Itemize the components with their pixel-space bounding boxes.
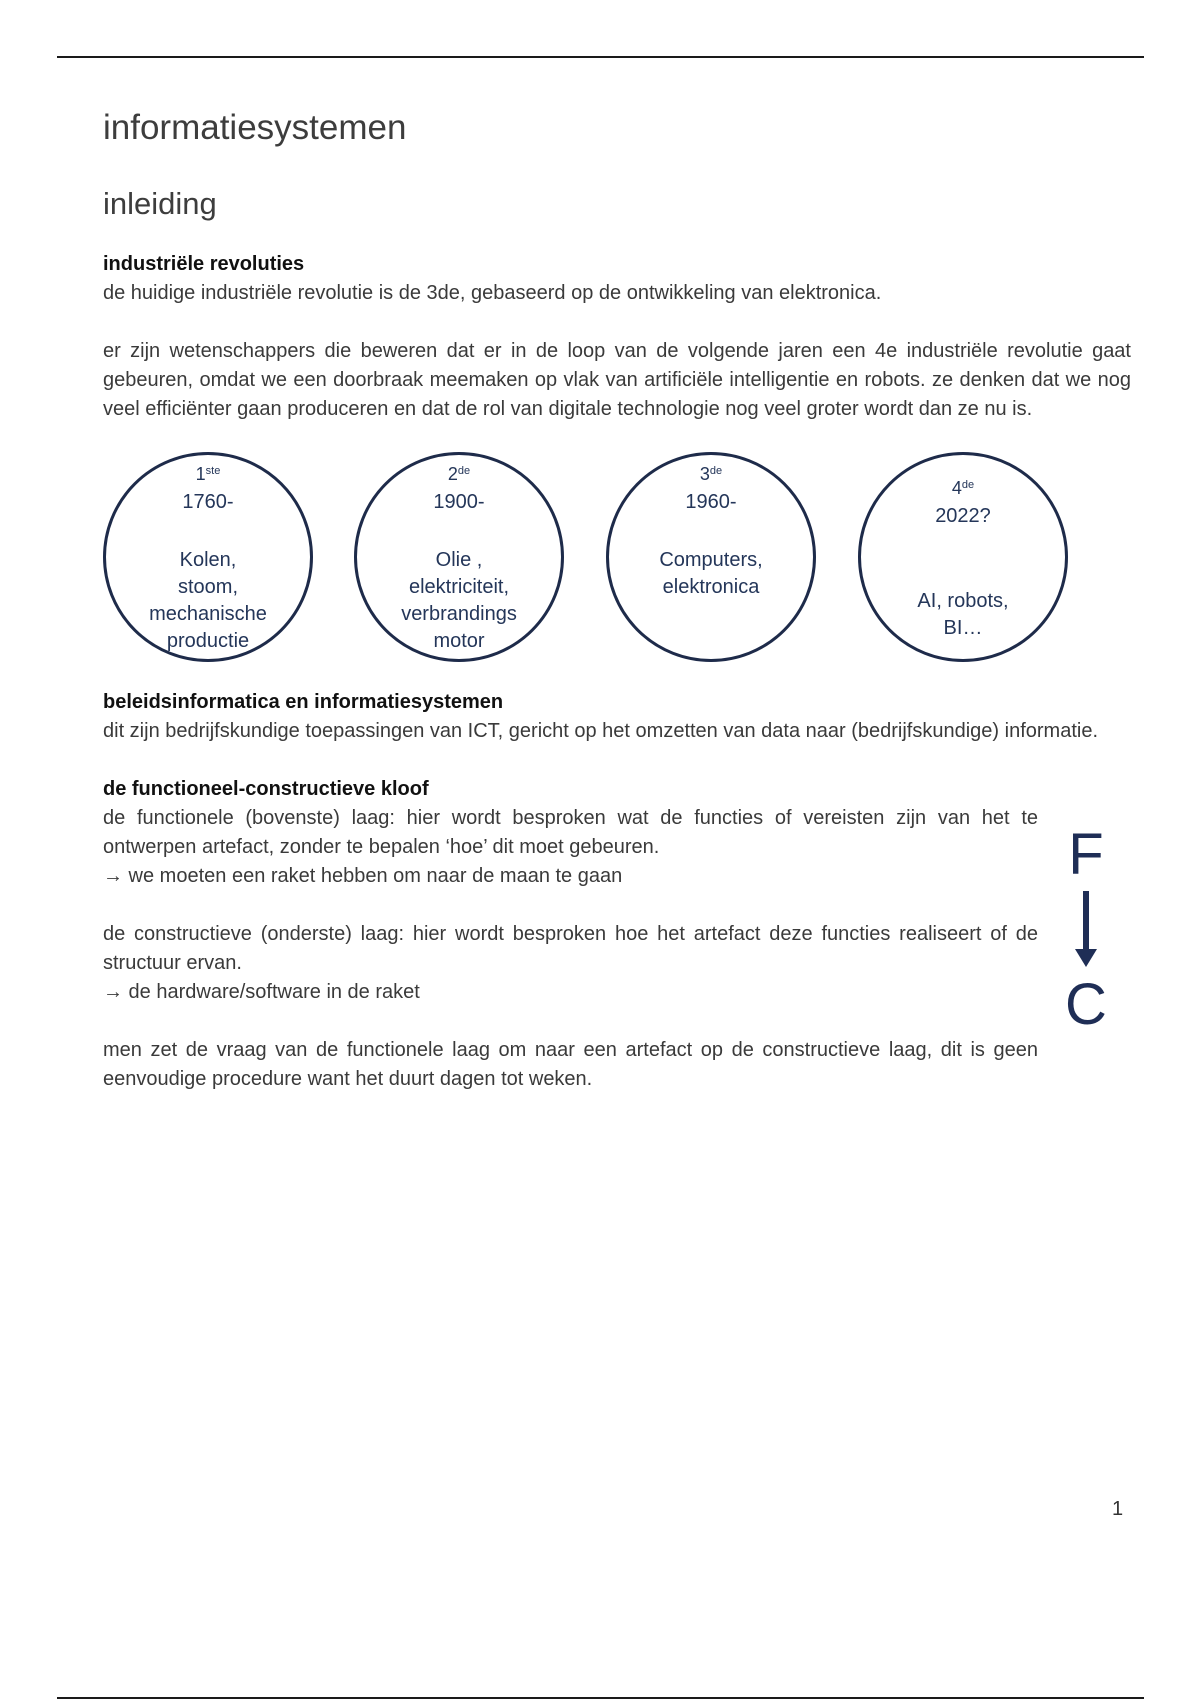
circle-year: 1960- <box>685 491 737 513</box>
circle-year: 1900- <box>433 491 485 513</box>
section-title: inleiding <box>103 186 217 221</box>
section-beleid <box>103 688 1131 746</box>
page-number: 1 <box>1112 1498 1124 1520</box>
bottom-rule <box>57 1697 1144 1699</box>
revolution-circles <box>103 452 1131 684</box>
down-arrow-icon <box>1061 891 1111 971</box>
paragraph-beleid-1: dit zijn bedrijfskundige toepassingen van ICT, gericht op het omzetten van data naar (bedrijfskundige) informatie. <box>103 720 1099 742</box>
paragraph-revolutions-2: er zijn wetenschappers die beweren dat er in de loop van de volgende jaren een 4e industriële revolutie gaat gebeuren, omdat we een doorbraak meemaken op vlak van artificiële intelligentie en robots. ze denken dat we nog veel efficiënter gaan produceren en dat de rol van digitale technologie nog veel groter wordt dan ze nu is. <box>103 340 1131 420</box>
paragraph-kloof-2-example: → de hardware/software in de raket <box>103 981 420 1003</box>
paragraph-kloof-2: de constructieve (onderste) laag: hier wordt besproken hoe het artefact deze functies realiseert of de structuur ervan. <box>103 923 1038 974</box>
heading-kloof: de functioneel-constructieve kloof <box>103 778 429 800</box>
functional-constructive-figure <box>1061 822 1111 1045</box>
top-rule <box>57 56 1144 58</box>
revolution-circle-3 <box>606 452 816 662</box>
paragraph-kloof-1-example: → we moeten een raket hebben om naar de maan te gaan <box>103 865 623 887</box>
revolution-circle-4 <box>858 452 1068 662</box>
paragraph-kloof-3: men zet de vraag van de functionele laag om naar een artefact op de constructieve laag, dit is geen eenvoudige procedure want het duurt dagen tot weken. <box>103 1039 1038 1090</box>
circle-ordinal: 4de <box>951 478 975 498</box>
paragraph-revolutions-1: de huidige industriële revolutie is de 3de, gebaseerd op de ontwikkeling van elektronica. <box>103 282 882 304</box>
heading-beleid: beleidsinformatica en informatiesystemen <box>103 691 504 713</box>
circle-ordinal: 2de <box>447 464 471 484</box>
revolution-circle-2 <box>354 452 564 662</box>
circle-description: Computers, elektronica <box>659 549 763 598</box>
circle-description: AI, robots, BI… <box>917 590 1009 639</box>
section-revolutions <box>103 250 1131 424</box>
circle-description: Olie , elektriciteit, verbrandings motor <box>401 549 517 652</box>
functional-letter: F <box>1068 822 1104 887</box>
document-page <box>103 100 1131 1094</box>
heading-revolutions: industriële revoluties <box>103 253 305 275</box>
section-kloof <box>103 775 1131 1094</box>
revolution-circle-1 <box>103 452 313 662</box>
circle-ordinal: 3de <box>699 464 723 484</box>
circle-year: 1760- <box>182 491 234 513</box>
document-title: informatiesystemen <box>103 108 407 147</box>
constructive-letter: C <box>1065 972 1107 1037</box>
kloof-text <box>103 775 1038 1094</box>
paragraph-kloof-1: de functionele (bovenste) laag: hier wordt besproken wat de functies of vereisten zijn van het te ontwerpen artefact, zonder te bepalen ‘hoe’ dit moet gebeuren. <box>103 807 1038 858</box>
circle-ordinal: 1ste <box>195 464 221 484</box>
circle-year: 2022? <box>935 505 991 527</box>
circle-description: Kolen, stoom, mechanische productie <box>149 549 267 652</box>
